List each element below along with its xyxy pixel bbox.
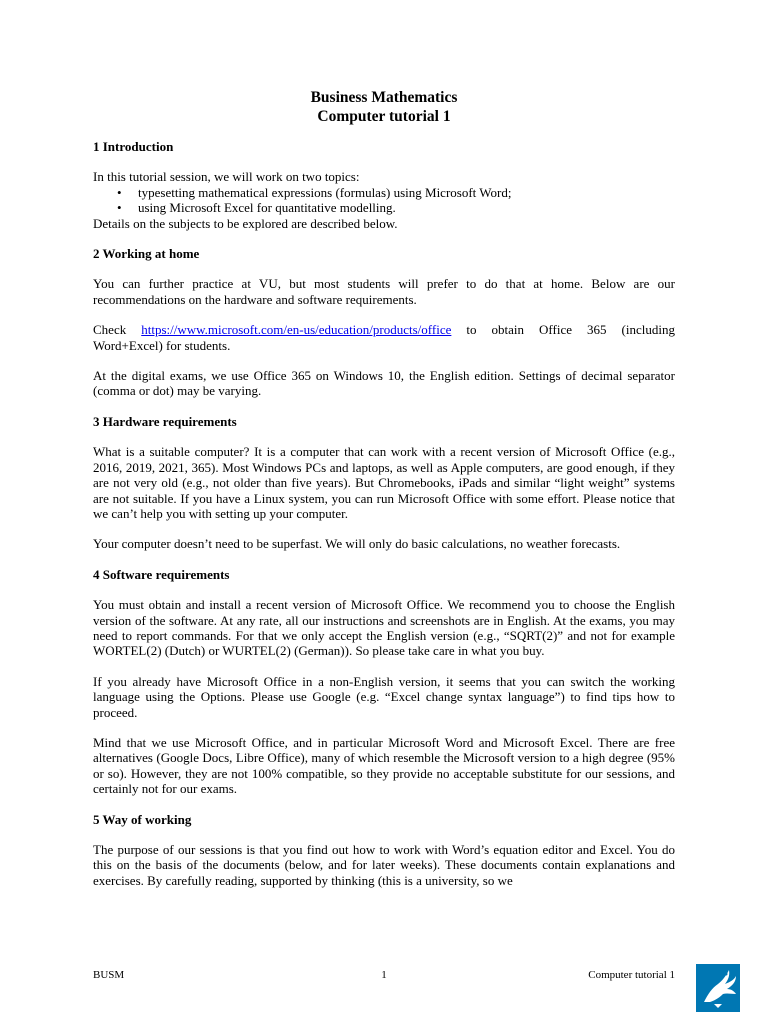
document-title-line2: Computer tutorial 1 (317, 108, 451, 125)
section-heading-software: 4 Software requirements (93, 566, 230, 582)
list-item (93, 185, 675, 200)
document-page (93, 88, 675, 888)
intro-outro-paragraph: Details on the subjects to be explored are described below. (93, 215, 398, 231)
list-item (93, 200, 675, 215)
topics-list (93, 185, 675, 216)
paragraph: You must obtain and install a recent version of Microsoft Office. We recommend you to choose the English version of the software. At any rate, all our instructions and screenshots are in English. At the exams, you may need to report commands. For that we only accept the English version (e.g., “SQRT(2)” and not for example WORTEL(2) (Dutch) or WURTEL(2) (German)). So please take care in what you buy. (93, 597, 675, 659)
list-item-text: typesetting mathematical expressions (formulas) using Microsoft Word; (138, 184, 512, 200)
section-heading-working-at-home: 2 Working at home (93, 246, 200, 262)
paragraph-text: Check (93, 322, 142, 338)
intro-paragraph: In this tutorial session, we will work on two topics: (93, 169, 360, 185)
office-link-paragraph (93, 322, 675, 353)
paragraph: Mind that we use Microsoft Office, and in particular Microsoft Word and Microsoft Excel. There are free alternatives (Google Docs, Libre Office), many of which resemble the Microsoft version to a high degree (95% or so). However, they are not 100% compatible, so they provide no acceptable substitute for our sessions, and certainly not for our exams. (93, 734, 675, 797)
paragraph-text: to obtain Office 365 (including Word+Excel) for students. (93, 322, 675, 353)
footer-document-title: Computer tutorial 1 (588, 969, 675, 981)
paragraph: You can further practice at VU, but most students will prefer to do that at home. Below are our recommendations on the hardware and software requirements. (93, 276, 675, 307)
paragraph: If you already have Microsoft Office in a non-English version, it seems that you can switch the working language using the Options. Please use Google (e.g. “Excel change syntax language”) to find tips how to proceed. (93, 673, 675, 720)
paragraph: The purpose of our sessions is that you find out how to work with Word’s equation editor and Excel. You do this on the basis of the documents (below, and for later weeks). These documents contain explanations and exercises. By carefully reading, supported by thinking (this is a university, so we (93, 842, 675, 888)
document-title-line1: Business Mathematics (310, 89, 458, 106)
paragraph: Your computer doesn’t need to be superfast. We will only do basic calculations, no weather forecasts. (93, 536, 621, 552)
footer-page-number: 1 (381, 969, 387, 981)
section-heading-introduction: 1 Introduction (93, 139, 174, 154)
vu-griffin-logo-icon (696, 964, 740, 1012)
footer-course-code: BUSM (93, 969, 125, 981)
list-item-text: using Microsoft Excel for quantitative modelling. (138, 200, 396, 216)
paragraph: At the digital exams, we use Office 365 on Windows 10, the English edition. Settings of decimal separator (comma or dot) may be varying. (93, 368, 675, 399)
section-heading-hardware: 3 Hardware requirements (93, 413, 237, 429)
microsoft-office-link[interactable]: https://www.microsoft.com/en-us/education/products/office (141, 322, 452, 338)
section-heading-way-of-working: 5 Way of working (93, 811, 192, 827)
paragraph: What is a suitable computer? It is a computer that can work with a recent version of Microsoft Office (e.g., 2016, 2019, 2021, 365). Most Windows PCs and laptops, as well as Apple computers, are good enough, if they are not very old (e.g., not older than five years). But Chromebooks, iPads and similar “light weight” systems are not suitable. If you have a Linux system, you can run Microsoft Office with some effort. Please notice that we can’t help you with setting up your computer. (93, 444, 675, 521)
bullet-icon: • (117, 200, 122, 216)
bullet-icon: • (117, 184, 122, 200)
